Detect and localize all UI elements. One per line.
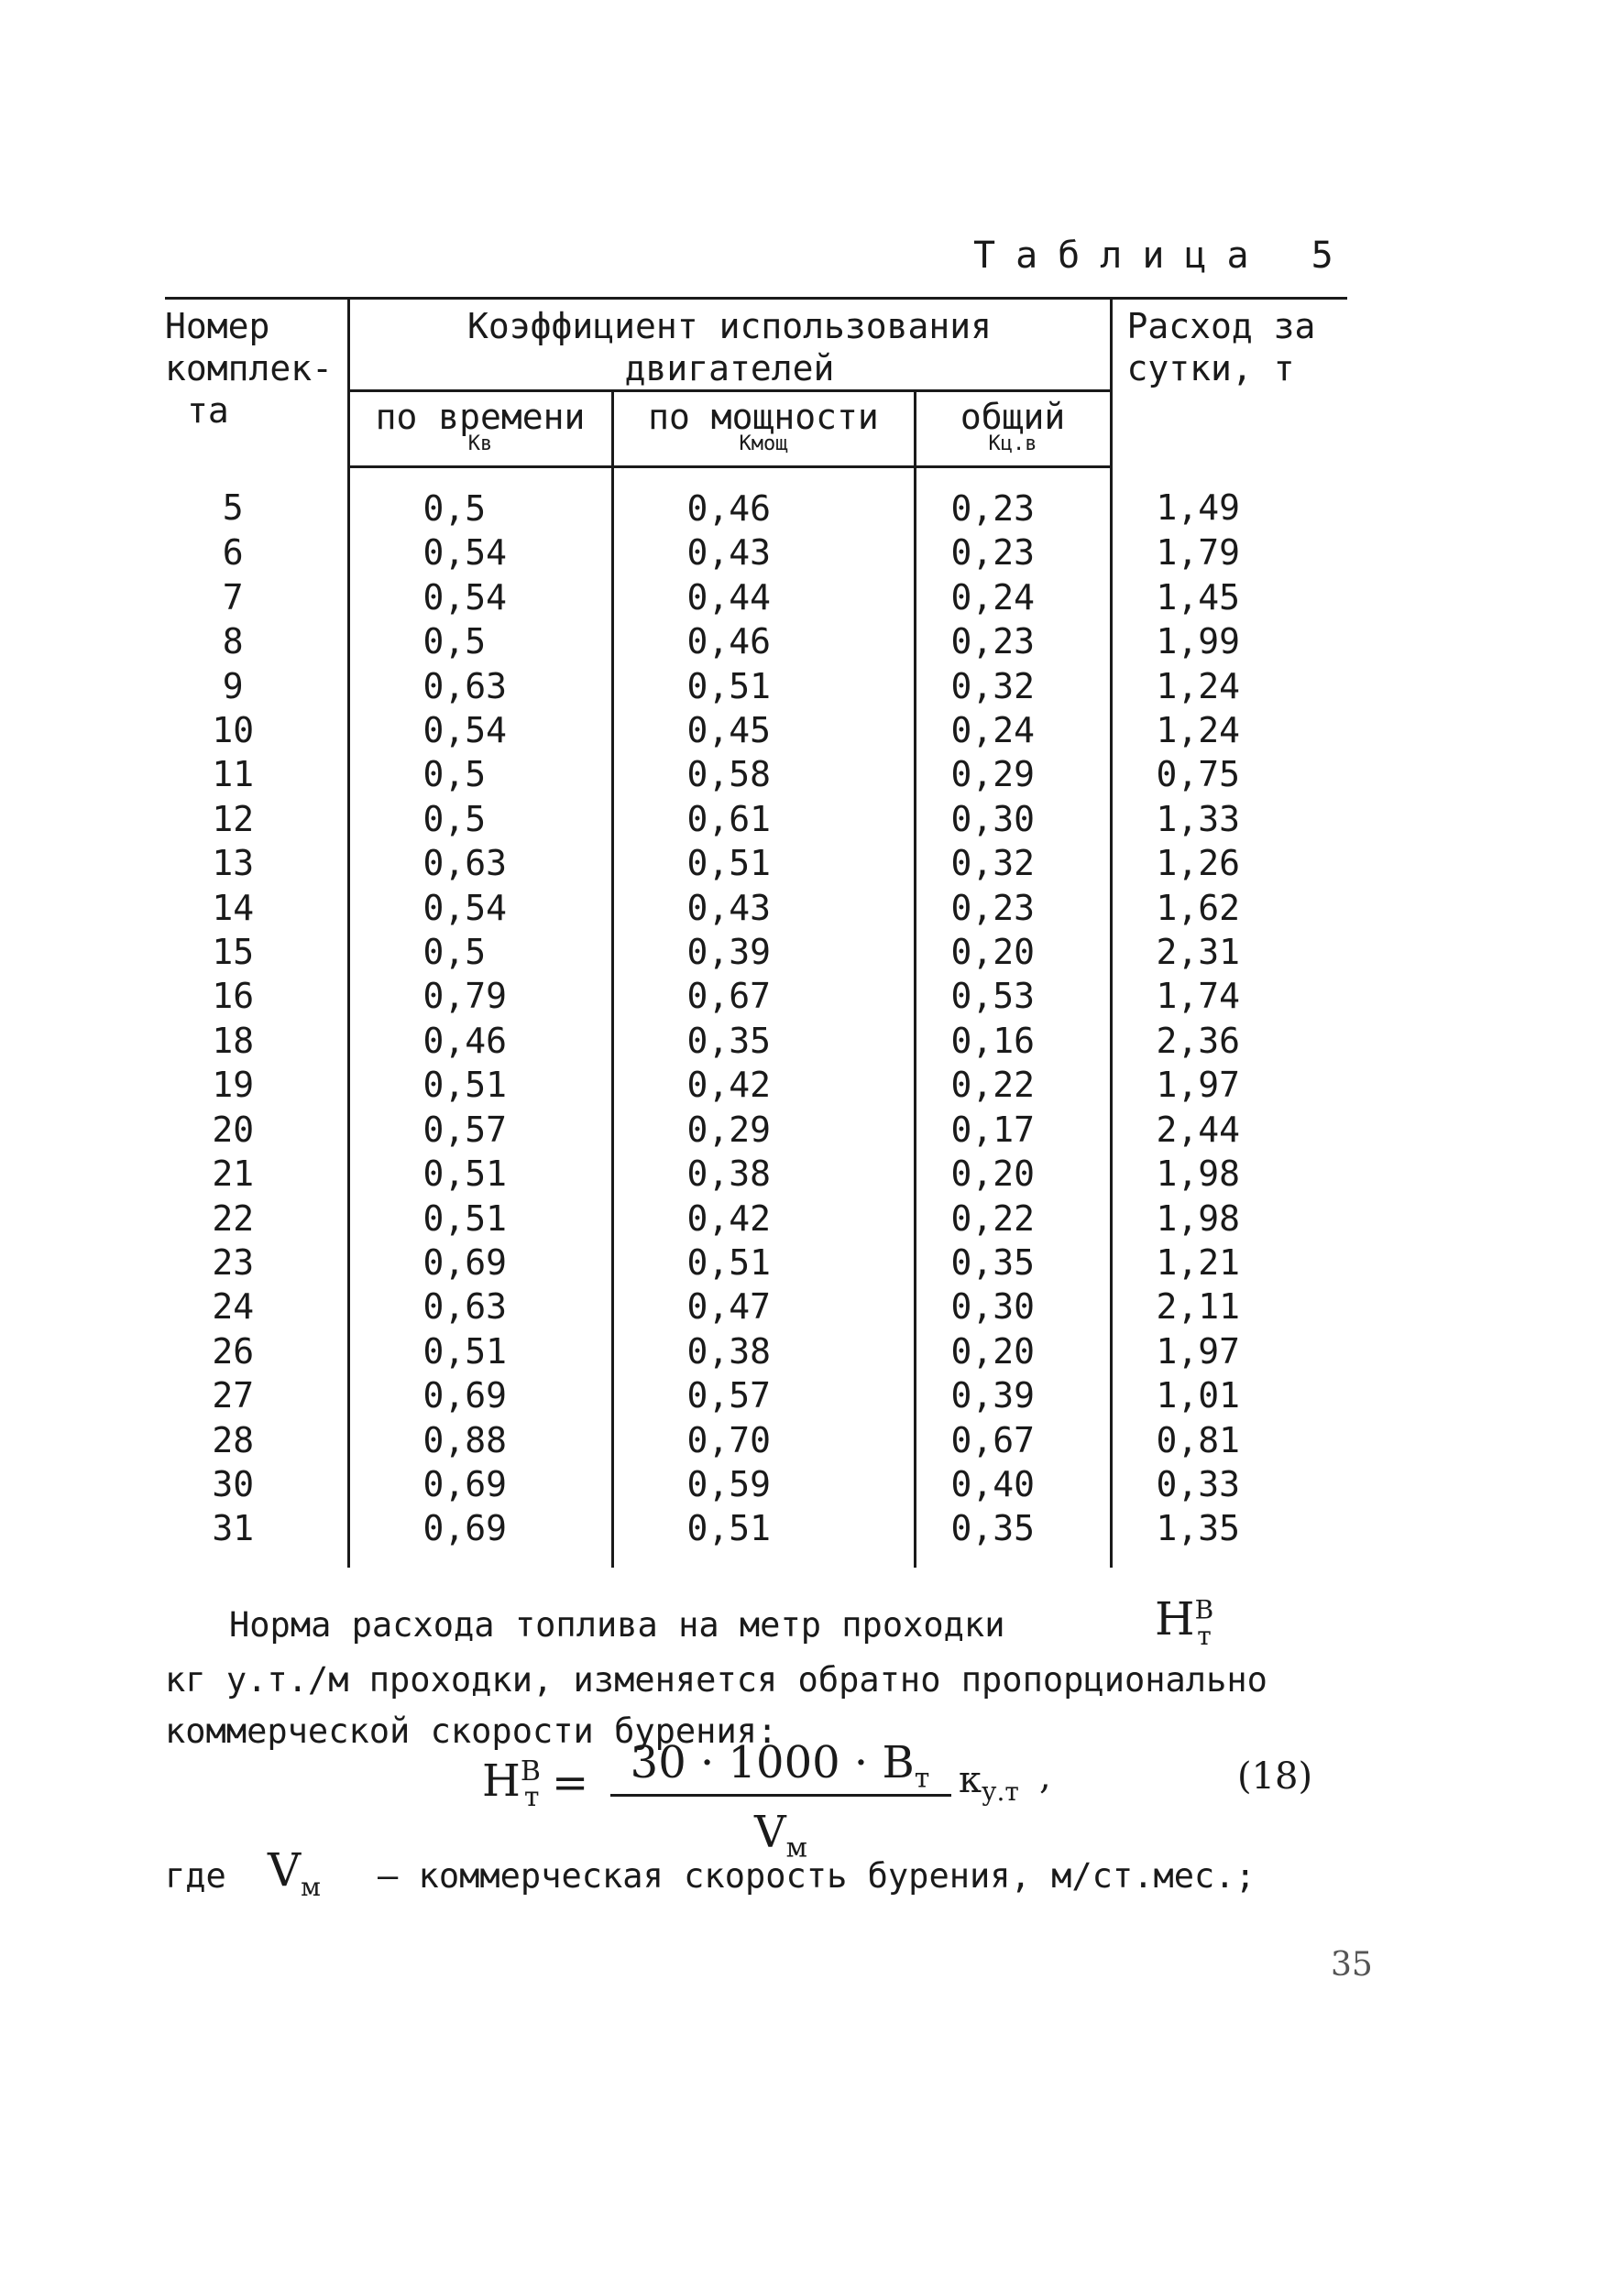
set-number-cell: 20 bbox=[165, 1108, 348, 1152]
header-coefficient-line-1: Коэффициент использования bbox=[467, 306, 992, 346]
power-coefficient-cell: 0,35 bbox=[612, 1019, 915, 1063]
total-coefficient-cell: 0,17 bbox=[915, 1108, 1111, 1152]
total-coefficient-cell: 0,22 bbox=[915, 1197, 1111, 1241]
set-number-cell: 16 bbox=[165, 974, 348, 1018]
table-row bbox=[165, 930, 1347, 974]
total-coefficient-cell: 0,20 bbox=[915, 1152, 1111, 1196]
time-coefficient-cell: 0,88 bbox=[348, 1418, 612, 1462]
header-set-number-line-3: та bbox=[187, 390, 229, 431]
time-coefficient-cell: 0,63 bbox=[348, 841, 612, 885]
power-coefficient-cell: 0,61 bbox=[612, 797, 915, 841]
formula-factor bbox=[959, 1759, 1019, 1807]
set-number-cell: 18 bbox=[165, 1019, 348, 1063]
paragraph-line-2: кг у.т./м проходки, изменяется обратно пропорционально bbox=[165, 1660, 1267, 1700]
time-coefficient-cell: 0,54 bbox=[348, 708, 612, 752]
power-coefficient-cell: 0,43 bbox=[612, 886, 915, 930]
total-coefficient-cell: 0,30 bbox=[915, 797, 1111, 841]
norm-symbol-sup: В bbox=[1194, 1594, 1214, 1625]
table-row bbox=[165, 974, 1347, 1018]
time-coefficient-cell: 0,63 bbox=[348, 664, 612, 708]
table-row bbox=[165, 1418, 1347, 1462]
total-coefficient-cell: 0,35 bbox=[915, 1241, 1111, 1285]
daily-consumption-cell: 1,99 bbox=[1156, 621, 1241, 662]
set-number-cell: 19 bbox=[165, 1063, 348, 1107]
table-row bbox=[165, 1108, 1347, 1152]
daily-consumption-cell: 2,11 bbox=[1156, 1286, 1241, 1328]
time-coefficient-cell: 0,46 bbox=[348, 1019, 612, 1063]
set-number-cell: 6 bbox=[165, 530, 348, 574]
formula-denominator-letter: V bbox=[753, 1807, 786, 1858]
norm-symbol-inline bbox=[1155, 1592, 1212, 1651]
norm-symbol-letter: H bbox=[1155, 1592, 1195, 1645]
table-row bbox=[165, 841, 1347, 885]
set-number-cell: 10 bbox=[165, 708, 348, 752]
header-total-symbol: Кц.в bbox=[988, 432, 1037, 455]
time-coefficient-cell: 0,54 bbox=[348, 886, 612, 930]
set-number-cell: 23 bbox=[165, 1241, 348, 1285]
formula-lhs-sup: В bbox=[520, 1755, 541, 1788]
formula-numerator-sub: т bbox=[914, 1762, 930, 1795]
total-coefficient-cell: 0,32 bbox=[915, 664, 1111, 708]
time-coefficient-cell: 0,69 bbox=[348, 1241, 612, 1285]
header-by-power-symbol: Кмощ bbox=[739, 432, 788, 455]
formula-lhs bbox=[482, 1755, 540, 1813]
power-coefficient-cell: 0,46 bbox=[612, 467, 915, 531]
power-coefficient-cell: 0,47 bbox=[612, 1285, 915, 1328]
paragraph-line-4 bbox=[165, 1843, 1356, 1902]
total-coefficient-cell: 0,40 bbox=[915, 1462, 1111, 1506]
engine-usage-table bbox=[165, 297, 1347, 1568]
power-coefficient-cell: 0,43 bbox=[612, 530, 915, 574]
set-number-cell: 21 bbox=[165, 1152, 348, 1196]
table-row bbox=[165, 1152, 1347, 1196]
daily-consumption-cell: 1,24 bbox=[1156, 710, 1241, 751]
table-row bbox=[165, 1373, 1347, 1417]
daily-consumption-cell: 1,49 bbox=[1156, 487, 1241, 529]
header-consumption-line-2: сутки, т bbox=[1126, 348, 1295, 388]
table-body bbox=[165, 467, 1347, 1568]
daily-consumption-cell: 0,81 bbox=[1156, 1419, 1241, 1460]
set-number-cell: 24 bbox=[165, 1285, 348, 1328]
set-number-cell: 14 bbox=[165, 886, 348, 930]
time-coefficient-cell: 0,5 bbox=[348, 930, 612, 974]
formula-factor-letter: к bbox=[959, 1759, 982, 1801]
time-coefficient-cell: 0,5 bbox=[348, 467, 612, 531]
header-daily-consumption bbox=[1111, 299, 1347, 467]
table-row bbox=[165, 664, 1347, 708]
table-row bbox=[165, 467, 1347, 531]
time-coefficient-cell: 0,69 bbox=[348, 1373, 612, 1417]
total-coefficient-cell: 0,16 bbox=[915, 1019, 1111, 1063]
power-coefficient-cell: 0,59 bbox=[612, 1462, 915, 1506]
total-coefficient-cell: 0,53 bbox=[915, 974, 1111, 1018]
daily-consumption-cell: 2,36 bbox=[1156, 1020, 1241, 1061]
set-number-cell: 27 bbox=[165, 1373, 348, 1417]
total-coefficient-cell: 0,22 bbox=[915, 1063, 1111, 1107]
header-set-number bbox=[165, 299, 348, 467]
set-number-cell: 22 bbox=[165, 1197, 348, 1241]
formula-number: (18) bbox=[1237, 1755, 1313, 1798]
set-number-cell: 11 bbox=[165, 752, 348, 796]
daily-consumption-cell: 1,98 bbox=[1156, 1197, 1241, 1239]
time-coefficient-cell: 0,54 bbox=[348, 530, 612, 574]
table-row bbox=[165, 708, 1347, 752]
norm-symbol-sub: т bbox=[1197, 1621, 1212, 1651]
set-number-cell: 5 bbox=[165, 467, 348, 531]
total-coefficient-cell: 0,32 bbox=[915, 841, 1111, 885]
formula-comma: , bbox=[1039, 1755, 1051, 1798]
daily-consumption-cell: 0,33 bbox=[1156, 1463, 1241, 1504]
formula-factor-sub: у.т bbox=[982, 1777, 1019, 1807]
table-row bbox=[165, 1241, 1347, 1285]
header-total-label: общий bbox=[960, 397, 1066, 437]
time-coefficient-cell: 0,69 bbox=[348, 1506, 612, 1567]
time-coefficient-cell: 0,69 bbox=[348, 1462, 612, 1506]
formula-18 bbox=[482, 1737, 1362, 1864]
daily-consumption-cell: 1,01 bbox=[1156, 1375, 1241, 1416]
power-coefficient-cell: 0,44 bbox=[612, 575, 915, 619]
table-row bbox=[165, 1506, 1347, 1567]
time-coefficient-cell: 0,79 bbox=[348, 974, 612, 1018]
time-coefficient-cell: 0,54 bbox=[348, 575, 612, 619]
velocity-symbol bbox=[268, 1843, 321, 1902]
total-coefficient-cell: 0,39 bbox=[915, 1373, 1111, 1417]
table-row bbox=[165, 1285, 1347, 1328]
power-coefficient-cell: 0,51 bbox=[612, 841, 915, 885]
formula-lhs-sub: т bbox=[523, 1780, 540, 1813]
set-number-cell: 8 bbox=[165, 619, 348, 663]
power-coefficient-cell: 0,51 bbox=[612, 1506, 915, 1567]
set-number-cell: 26 bbox=[165, 1329, 348, 1373]
time-coefficient-cell: 0,57 bbox=[348, 1108, 612, 1152]
time-coefficient-cell: 0,51 bbox=[348, 1063, 612, 1107]
daily-consumption-cell: 1,74 bbox=[1156, 976, 1241, 1017]
daily-consumption-cell: 1,98 bbox=[1156, 1153, 1241, 1195]
time-coefficient-cell: 0,5 bbox=[348, 619, 612, 663]
total-coefficient-cell: 0,24 bbox=[915, 708, 1111, 752]
power-coefficient-cell: 0,58 bbox=[612, 752, 915, 796]
page-number: 35 bbox=[1331, 1946, 1373, 1984]
time-coefficient-cell: 0,63 bbox=[348, 1285, 612, 1328]
formula-denominator-sub: м bbox=[785, 1831, 807, 1864]
daily-consumption-cell: 1,33 bbox=[1156, 798, 1241, 839]
set-number-cell: 31 bbox=[165, 1506, 348, 1567]
table-row bbox=[165, 575, 1347, 619]
total-coefficient-cell: 0,30 bbox=[915, 1285, 1111, 1328]
daily-consumption-cell: 2,44 bbox=[1156, 1109, 1241, 1150]
daily-consumption-cell: 1,62 bbox=[1156, 887, 1241, 928]
power-coefficient-cell: 0,42 bbox=[612, 1197, 915, 1241]
power-coefficient-cell: 0,57 bbox=[612, 1373, 915, 1417]
total-coefficient-cell: 0,20 bbox=[915, 930, 1111, 974]
power-coefficient-cell: 0,70 bbox=[612, 1418, 915, 1462]
header-by-time-label: по времени bbox=[375, 397, 586, 437]
power-coefficient-cell: 0,29 bbox=[612, 1108, 915, 1152]
daily-consumption-cell: 1,26 bbox=[1156, 843, 1241, 884]
table-row bbox=[165, 530, 1347, 574]
total-coefficient-cell: 0,23 bbox=[915, 619, 1111, 663]
time-coefficient-cell: 0,51 bbox=[348, 1197, 612, 1241]
table-row bbox=[165, 1462, 1347, 1506]
where-definition: – коммерческая скорость бурения, м/ст.мес.; bbox=[378, 1856, 1256, 1896]
formula-numerator bbox=[620, 1737, 940, 1795]
set-number-cell: 30 bbox=[165, 1462, 348, 1506]
formula-fraction-bar bbox=[610, 1794, 951, 1797]
daily-consumption-cell: 1,21 bbox=[1156, 1241, 1241, 1283]
power-coefficient-cell: 0,42 bbox=[612, 1063, 915, 1107]
header-by-time bbox=[348, 391, 612, 467]
total-coefficient-cell: 0,20 bbox=[915, 1329, 1111, 1373]
power-coefficient-cell: 0,38 bbox=[612, 1329, 915, 1373]
formula-equals: = bbox=[552, 1757, 589, 1809]
formula-numerator-text: 30 · 1000 · B bbox=[630, 1737, 915, 1788]
paragraph-line-1-text: Норма расхода топлива на метр проходки bbox=[229, 1605, 1005, 1645]
daily-consumption-cell: 2,31 bbox=[1156, 932, 1241, 973]
table-row bbox=[165, 1329, 1347, 1373]
power-coefficient-cell: 0,67 bbox=[612, 974, 915, 1018]
table-row bbox=[165, 886, 1347, 930]
table-row bbox=[165, 752, 1347, 796]
header-set-number-line-1: Номер bbox=[165, 306, 270, 346]
daily-consumption-cell: 1,79 bbox=[1156, 532, 1241, 574]
daily-consumption-cell: 1,97 bbox=[1156, 1330, 1241, 1372]
header-consumption-line-1: Расход за bbox=[1126, 306, 1316, 346]
total-coefficient-cell: 0,67 bbox=[915, 1418, 1111, 1462]
total-coefficient-cell: 0,23 bbox=[915, 886, 1111, 930]
total-coefficient-cell: 0,29 bbox=[915, 752, 1111, 796]
set-number-cell: 15 bbox=[165, 930, 348, 974]
total-coefficient-cell: 0,23 bbox=[915, 530, 1111, 574]
daily-consumption-cell: 1,24 bbox=[1156, 665, 1241, 706]
header-by-time-symbol: Кв bbox=[467, 432, 493, 455]
daily-consumption-cell: 0,75 bbox=[1156, 754, 1241, 795]
formula-lhs-letter: H bbox=[482, 1755, 521, 1807]
power-coefficient-cell: 0,38 bbox=[612, 1152, 915, 1196]
daily-consumption-cell: 1,35 bbox=[1156, 1508, 1241, 1549]
daily-consumption-cell: 1,45 bbox=[1156, 576, 1241, 618]
paragraph-line-1 bbox=[229, 1592, 1421, 1651]
header-by-power bbox=[612, 391, 915, 467]
table-row bbox=[165, 797, 1347, 841]
set-number-cell: 9 bbox=[165, 664, 348, 708]
set-number-cell: 28 bbox=[165, 1418, 348, 1462]
set-number-cell: 7 bbox=[165, 575, 348, 619]
table-caption: Таблица 5 bbox=[973, 235, 1354, 277]
where-prefix: где bbox=[165, 1856, 226, 1896]
daily-consumption-cell: 1,97 bbox=[1156, 1065, 1241, 1106]
header-by-power-label: по мощности bbox=[648, 397, 879, 437]
table-row bbox=[165, 1197, 1347, 1241]
header-set-number-line-2: комплек- bbox=[165, 348, 334, 388]
total-coefficient-cell: 0,24 bbox=[915, 575, 1111, 619]
table-row bbox=[165, 1063, 1347, 1107]
paragraph-line-3: коммерческой скорости бурения: bbox=[165, 1711, 778, 1751]
header-engine-coefficient bbox=[348, 299, 1111, 391]
velocity-symbol-letter: V bbox=[268, 1843, 302, 1897]
power-coefficient-cell: 0,51 bbox=[612, 1241, 915, 1285]
velocity-symbol-sub: м bbox=[301, 1872, 321, 1902]
set-number-cell: 13 bbox=[165, 841, 348, 885]
header-total bbox=[915, 391, 1111, 467]
total-coefficient-cell: 0,23 bbox=[915, 467, 1111, 531]
power-coefficient-cell: 0,51 bbox=[612, 664, 915, 708]
set-number-cell: 12 bbox=[165, 797, 348, 841]
time-coefficient-cell: 0,5 bbox=[348, 752, 612, 796]
time-coefficient-cell: 0,51 bbox=[348, 1329, 612, 1373]
header-coefficient-line-2: двигателей bbox=[624, 348, 835, 388]
power-coefficient-cell: 0,39 bbox=[612, 930, 915, 974]
table-row bbox=[165, 1019, 1347, 1063]
power-coefficient-cell: 0,45 bbox=[612, 708, 915, 752]
time-coefficient-cell: 0,5 bbox=[348, 797, 612, 841]
time-coefficient-cell: 0,51 bbox=[348, 1152, 612, 1196]
table-row bbox=[165, 619, 1347, 663]
power-coefficient-cell: 0,46 bbox=[612, 619, 915, 663]
total-coefficient-cell: 0,35 bbox=[915, 1506, 1111, 1567]
